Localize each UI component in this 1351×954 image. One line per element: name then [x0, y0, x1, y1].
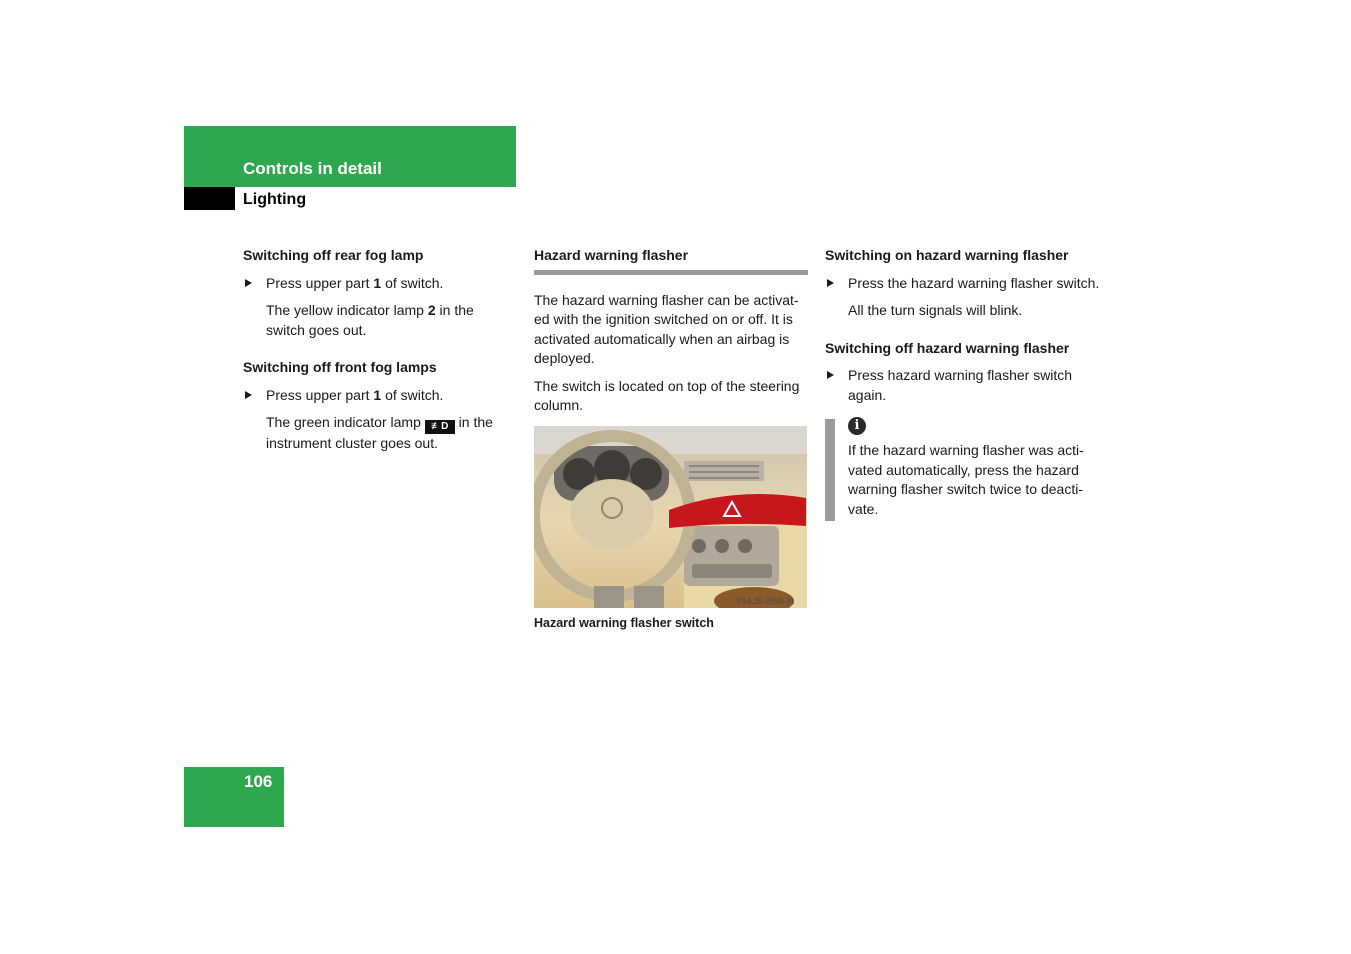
dashboard-image [534, 426, 807, 608]
page-number: 106 [244, 772, 273, 791]
figure-code: P54.25-2559-31 [737, 596, 795, 606]
bullet-arrow-icon [245, 279, 252, 287]
bullet-arrow-icon [827, 371, 834, 379]
hazard-para-1: The hazard warning flasher can be activat-ed with the ignition switched on or off. It is activated automatically when an airbag is deployed. [534, 291, 799, 366]
hazard-para-2: The switch is located on top of the steering column. [534, 377, 800, 413]
note-bar [825, 419, 835, 521]
note-text: If the hazard warning flasher was acti-vated automatically, press the hazard warning flasher switch twice to deacti-vate. [848, 442, 1084, 517]
hazard-on-result: All the turn signals will blink. [848, 302, 1023, 318]
fog-lamp-icon: ≢D [425, 420, 455, 434]
bullet-arrow-icon [245, 391, 252, 399]
info-icon: i [848, 417, 866, 435]
header-marker [184, 187, 235, 210]
bullet-arrow-icon [827, 279, 834, 287]
column-left [243, 246, 513, 472]
front-fog-step: Press upper part 1 of switch. [243, 386, 513, 406]
column-middle [534, 246, 808, 633]
hazard-heading: Hazard warning flasher [534, 246, 808, 275]
section-title: Controls in detail [243, 159, 382, 178]
rear-fog-heading: Switching off rear fog lamp [243, 247, 424, 263]
hazard-off-step: Press hazard warning flasher switch again. [825, 366, 1105, 405]
hazard-off-heading: Switching off hazard warning flasher [825, 339, 1070, 356]
figure-caption: Hazard warning flasher switch [534, 615, 714, 630]
front-fog-result: The green indicator lamp ≢D in the instrument cluster goes out. [266, 414, 493, 451]
subsection-title: Lighting [243, 191, 307, 208]
front-fog-heading: Switching off front fog lamps [243, 359, 437, 375]
column-right [825, 246, 1105, 521]
hazard-on-heading: Switching on hazard warning flasher [825, 247, 1069, 263]
info-note [825, 417, 1105, 521]
hazard-on-step: Press the hazard warning flasher switch. [825, 274, 1105, 294]
rear-fog-step: Press upper part 1 of switch. [243, 274, 513, 294]
rear-fog-result: The yellow indicator lamp 2 in the switch goes out. [266, 302, 474, 338]
dashboard-illustration [534, 426, 807, 608]
